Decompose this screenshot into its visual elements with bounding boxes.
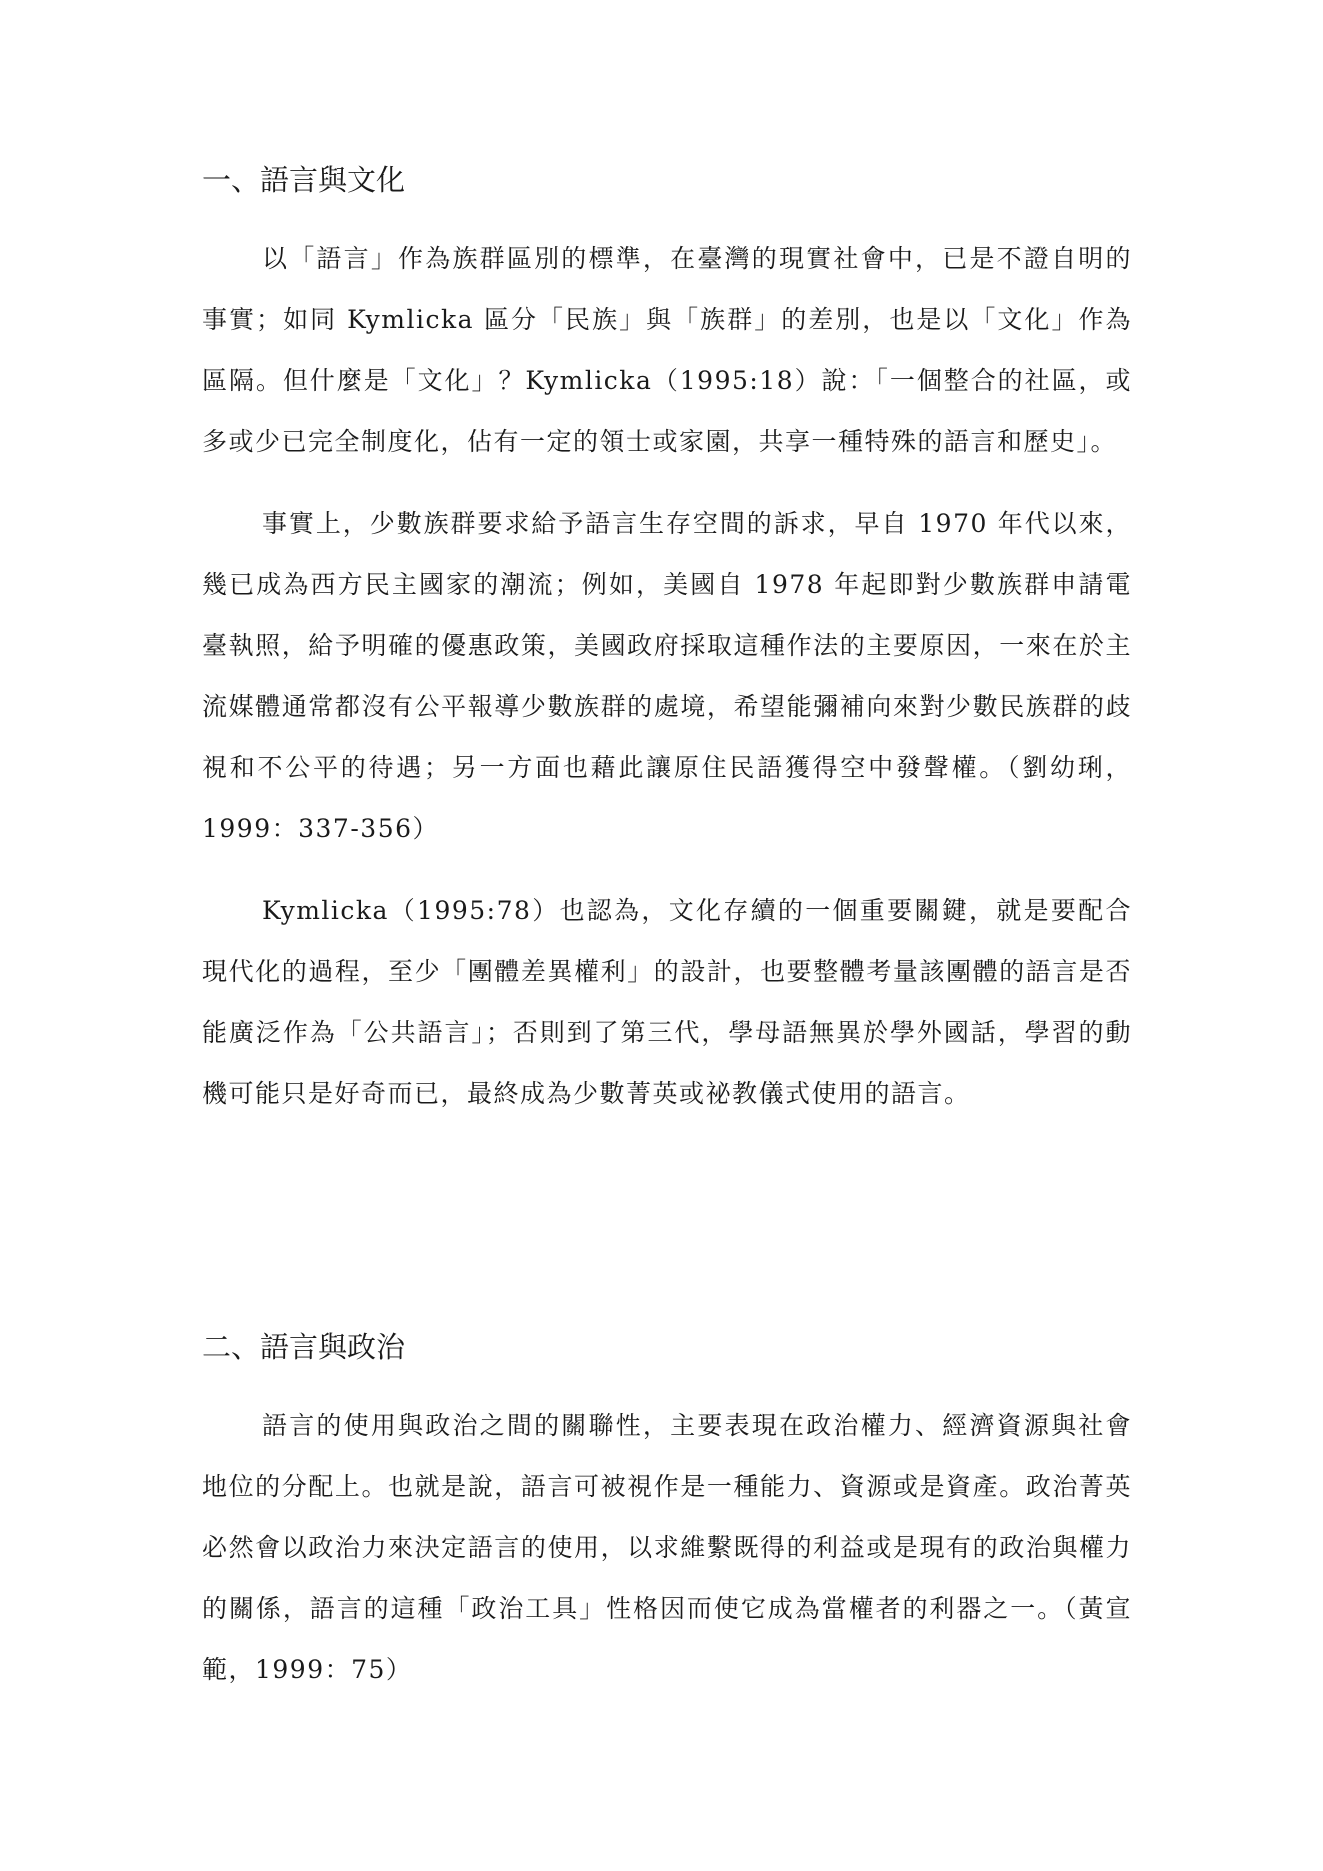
section-language-and-politics bbox=[202, 1327, 1132, 1700]
section-language-and-culture bbox=[202, 160, 1132, 1124]
paragraph: Kymlicka（1995:78）也認為，文化存續的一個重要關鍵，就是要配合現代化的過程，至少「團體差異權利」的設計，也要整體考量該團體的語言是否能廣泛作為「公共語言」；否則到了第三代，學母語無異於學外國話，學習的動機可能只是好奇而已，最終成為少數菁英或祕教儀式使用的語言。 bbox=[202, 896, 1132, 1108]
section-heading: 二、語言與政治 bbox=[202, 1330, 406, 1364]
section-heading: 一、語言與文化 bbox=[202, 163, 406, 197]
paragraph: 語言的使用與政治之間的關聯性，主要表現在政治權力、經濟資源與社會地位的分配上。也就是說，語言可被視作是一種能力、資源或是資產。政治菁英必然會以政治力來決定語言的使用，以求維繫既得的利益或是現有的政治與權力的關係，語言的這種「政治工具」性格因而使它成為當權者的利器之一。（黃宣範，1999：75） bbox=[202, 1411, 1132, 1684]
paragraph: 事實上，少數族群要求給予語言生存空間的訴求，早自 1970 年代以來，幾已成為西方民主國家的潮流；例如，美國自 1978 年起即對少數族群申請電臺執照，給予明確的優惠政策，美國政府採取這種作法的主要原因，一來在於主流媒體通常都沒有公平報導少數族群的處境，希望能彌補向來對少數民族群的歧視和不公平的待遇；另一方面也藉此讓原住民語獲得空中發聲權。（劉幼琍，1999：337-356） bbox=[202, 509, 1132, 843]
paragraph: 以「語言」作為族群區別的標準，在臺灣的現實社會中，已是不證自明的事實；如同 Kymlicka 區分「民族」與「族群」的差別，也是以「文化」作為區隔。但什麼是「文化」？Kymlicka（1995:18）說：「一個整合的社區，或多或少已完全制度化，佔有一定的領士或家園，共享一種特殊的語言和歷史」。 bbox=[202, 244, 1132, 456]
